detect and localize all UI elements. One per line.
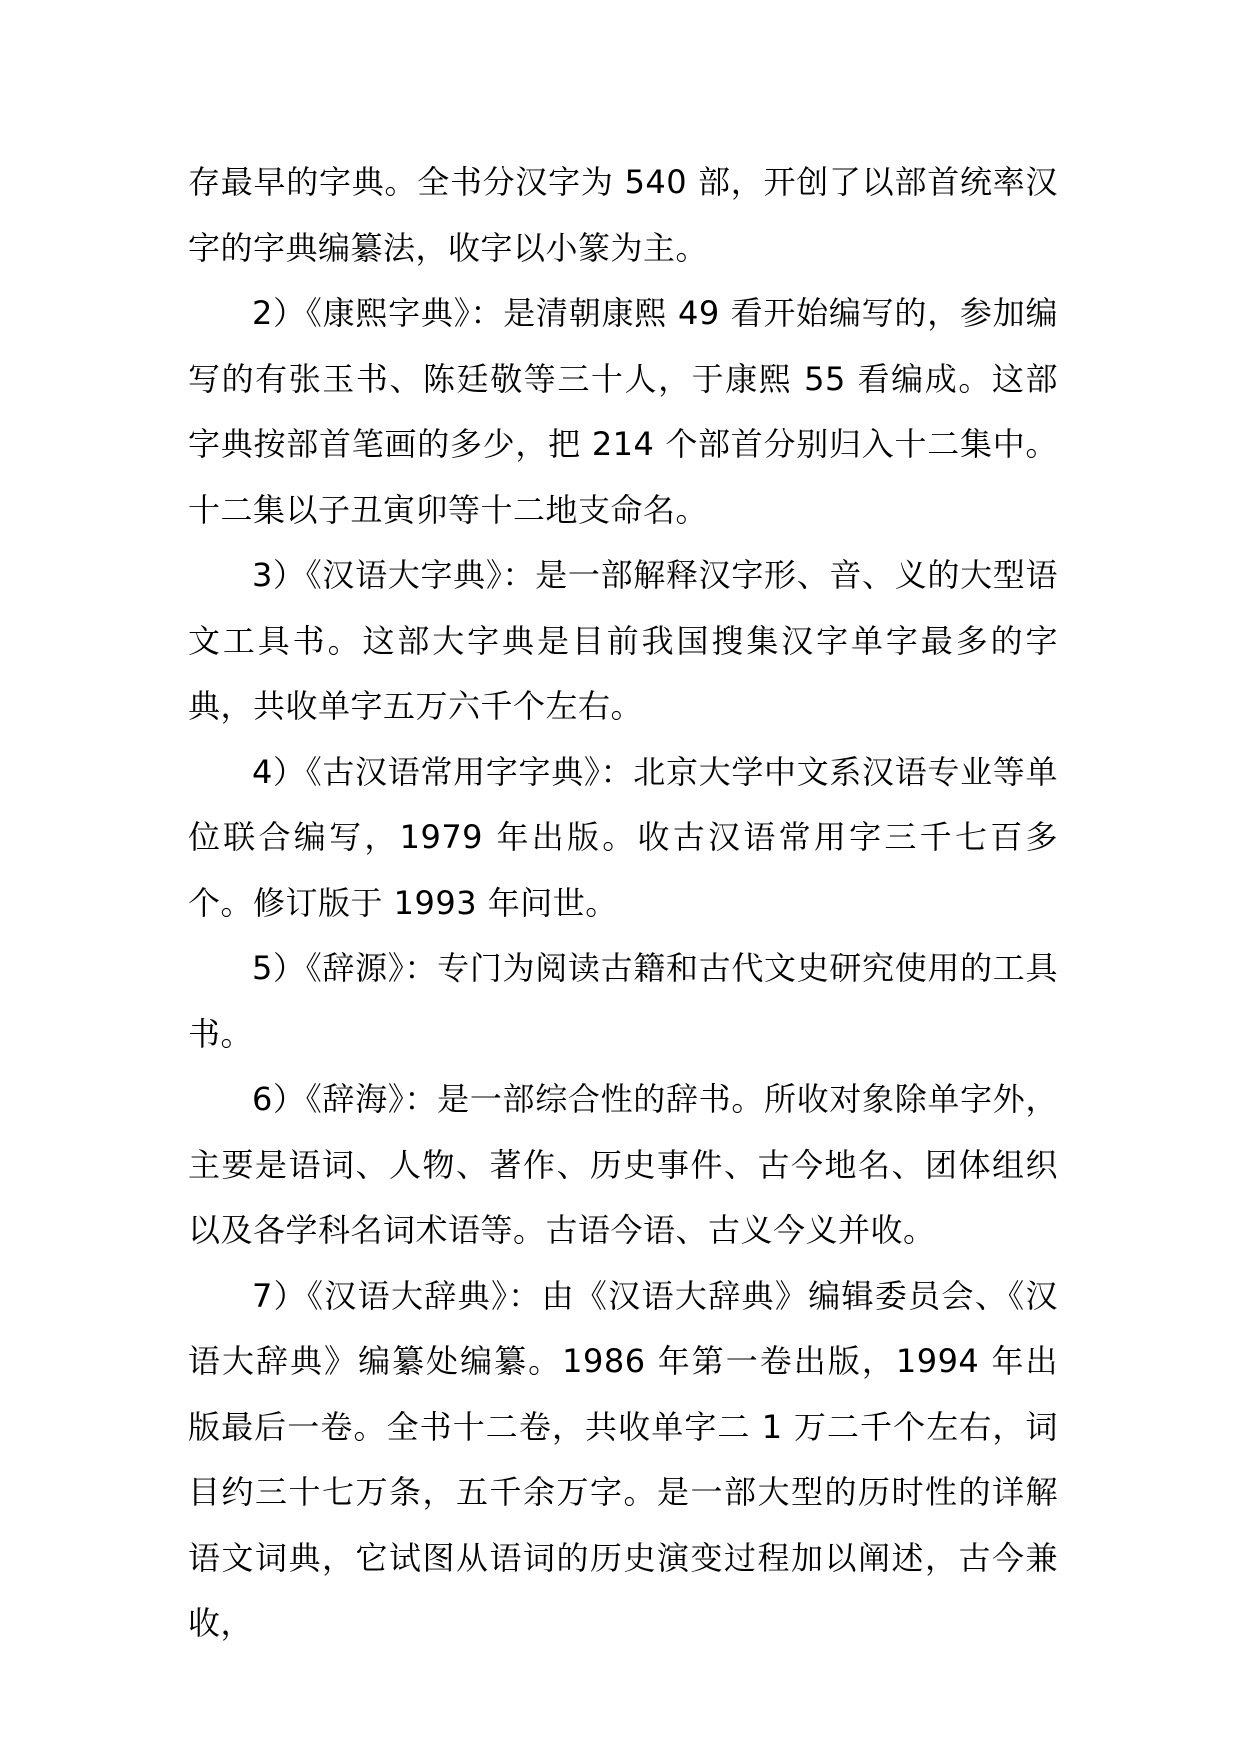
paragraph-hanyu-da-cidian: 7）《汉语大辞典》：由《汉语大辞典》编辑委员会、《汉语大辞典》编纂处编纂。1986 年第一卷出版，1994 年出版最后一卷。全书十二卷，共收单字二 1 万二千个左右，词目约三十七万条，五千余万字。是一部大型的历时性的详解语文词典，它试图从语词的历史演变过程加以阐述，古今兼收， xyxy=(188,1276,1058,1642)
paragraph-hanyu-da-zidian: 3）《汉语大字典》：是一部解释汉字形、音、义的大型语文工具书。这部大字典是目前我国搜集汉字单字最多的字典，共收单字五万六千个左右。 xyxy=(188,556,1058,725)
paragraph-ciyuan: 5）《辞源》：专门为阅读古籍和古代文史研究使用的工具书。 xyxy=(188,949,1058,1053)
paragraph-continuation: 存最早的字典。全书分汉字为 540 部，开创了以部首统率汉字的字典编纂法，收字以小篆为主。 xyxy=(188,163,1058,267)
document-body xyxy=(188,150,1058,1657)
paragraph-cihai: 6）《辞海》：是一部综合性的辞书。所收对象除单字外，主要是语词、人物、著作、历史事件、古今地名、团体组织以及各学科名词术语等。古语今语、古义今义并收。 xyxy=(188,1080,1058,1249)
paragraph-gu-hanyu-changyongzi: 4）《古汉语常用字字典》：北京大学中文系汉语专业等单位联合编写，1979 年出版。收古汉语常用字三千七百多个。修订版于 1993 年问世。 xyxy=(188,752,1058,922)
paragraph-kangxi-dictionary: 2）《康熙字典》：是清朝康熙 49 看开始编写的，参加编写的有张玉书、陈廷敬等三十人，于康熙 55 看编成。这部字典按部首笔画的多少，把 214 个部首分别归入十二集中。十二集以子丑寅卯等十二地支命名。 xyxy=(188,294,1058,529)
